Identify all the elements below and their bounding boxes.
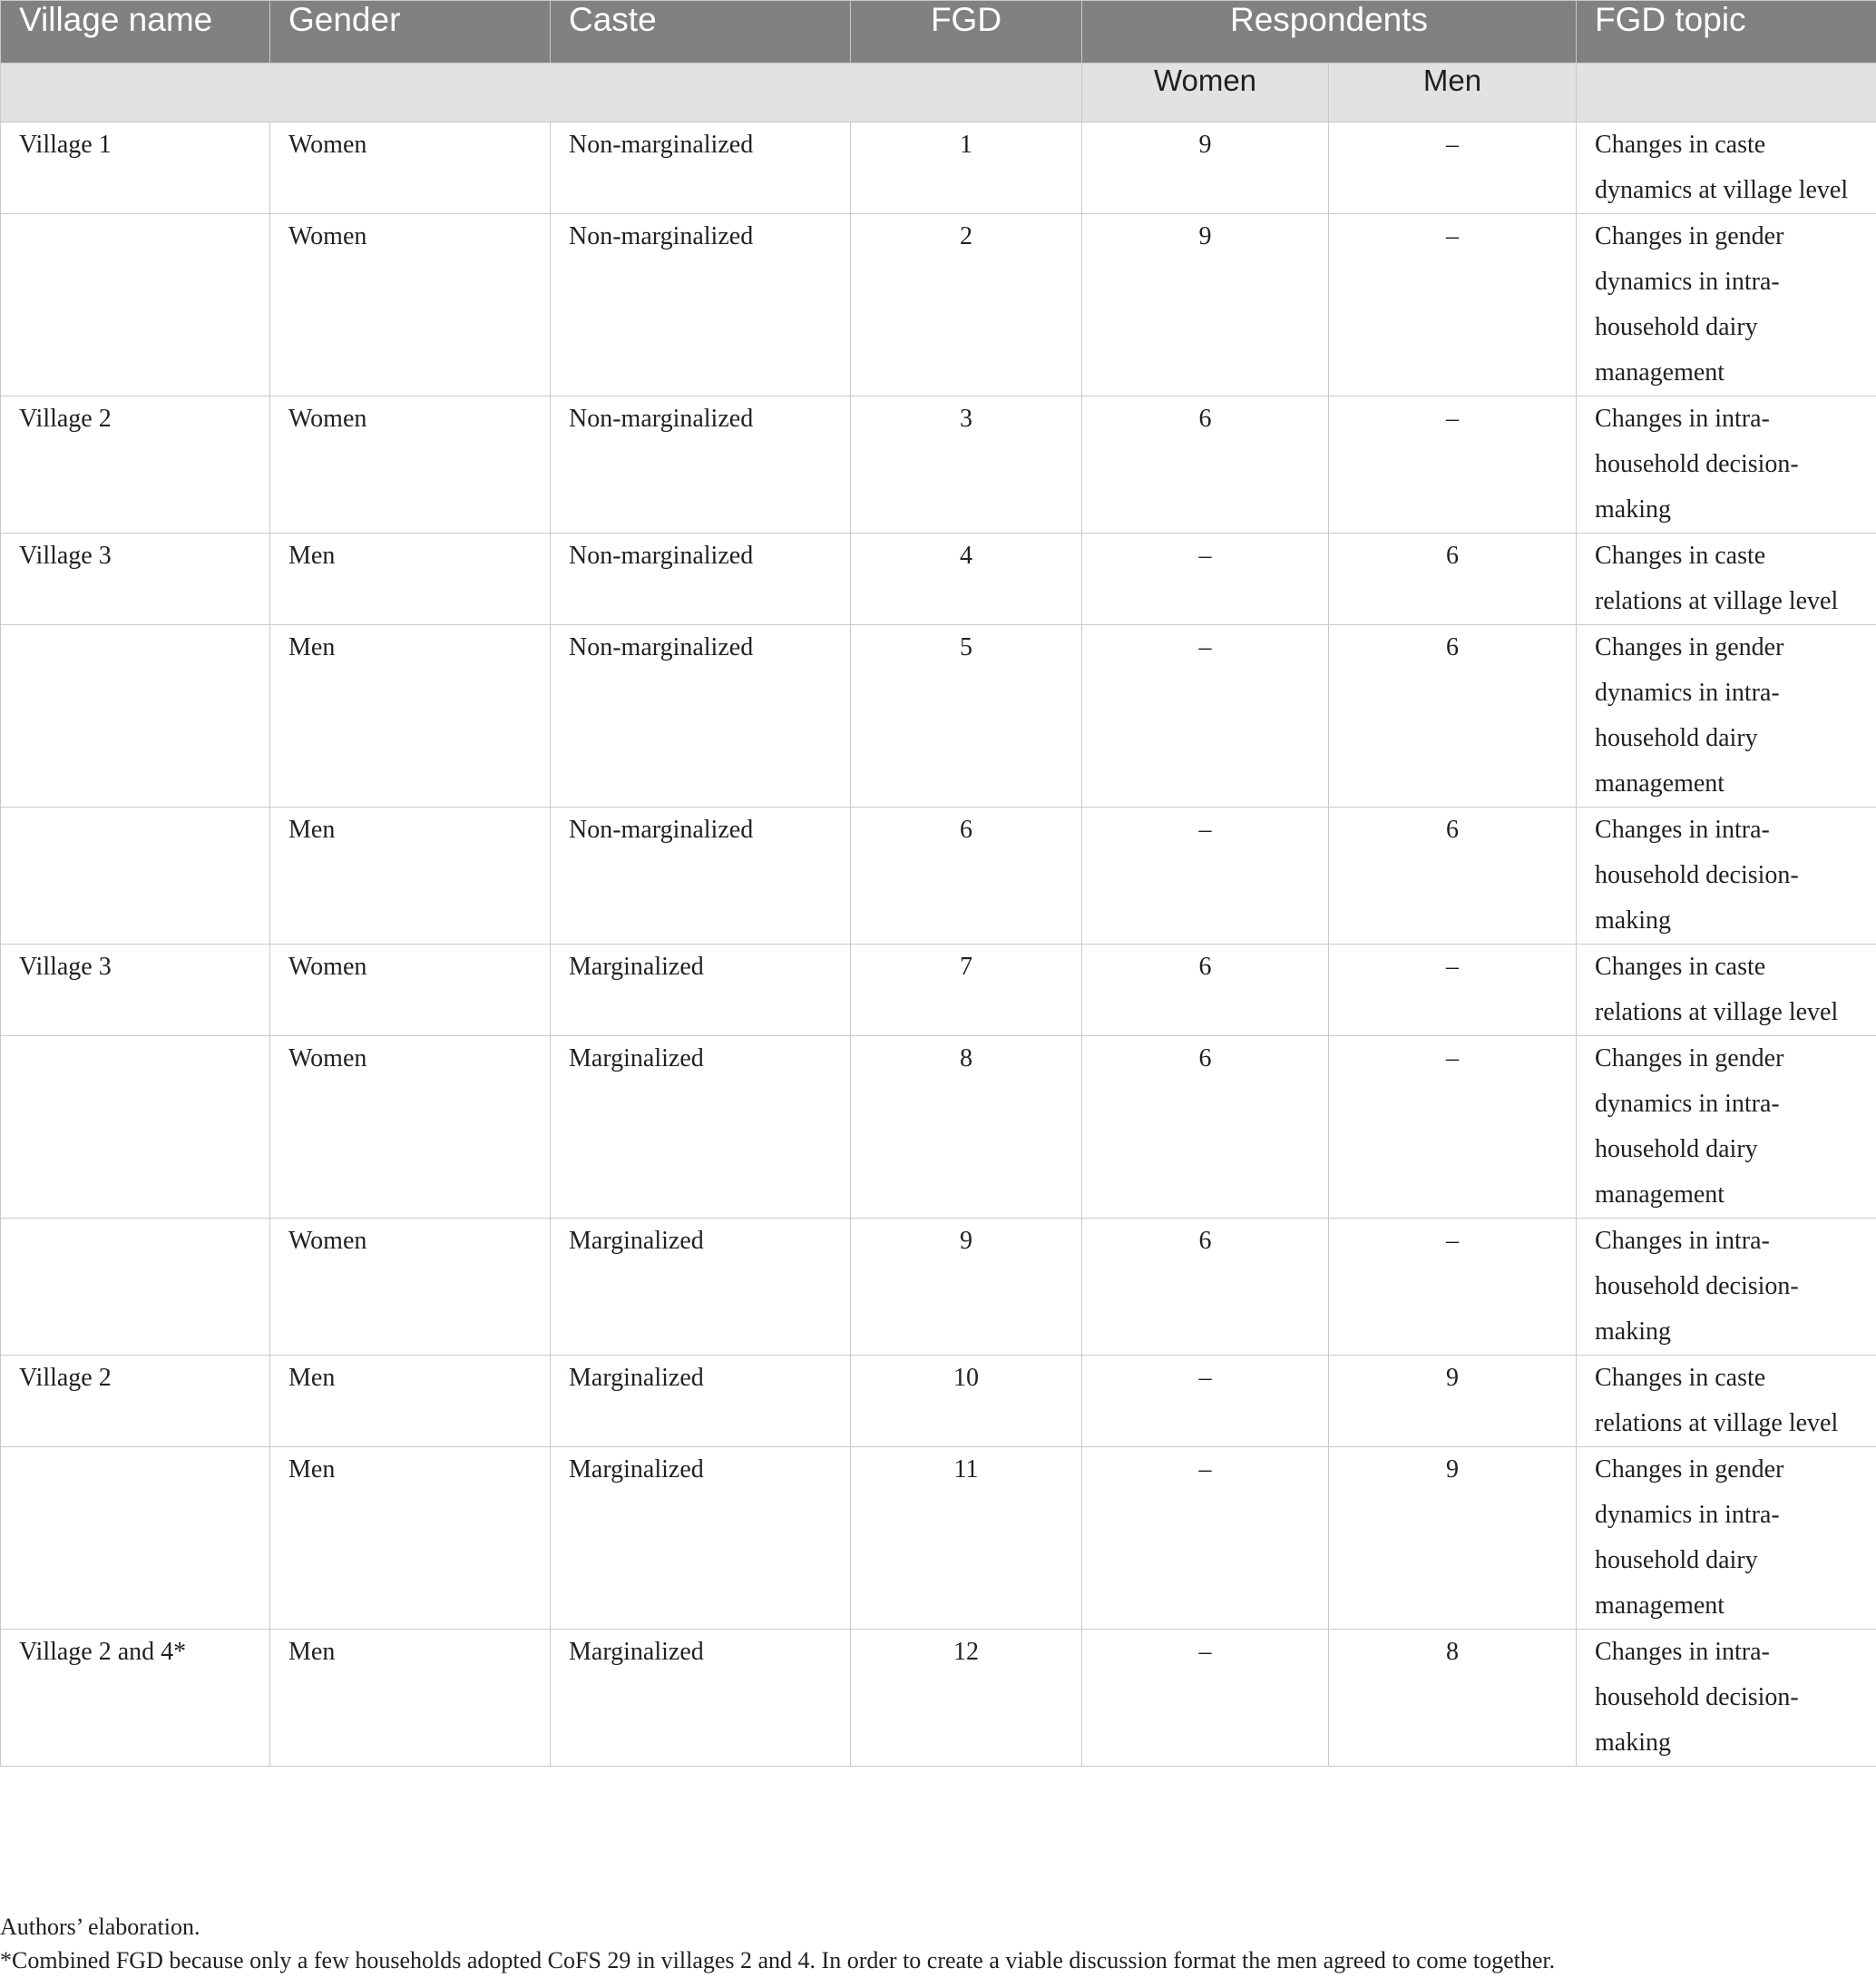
cell-respondents-women: – [1082,1356,1329,1447]
cell-respondents-men: – [1329,214,1577,397]
cell-village [1,1036,270,1219]
subheader-row [1,64,1876,122]
cell-village [1,1447,270,1630]
table-notes [0,1910,1555,1977]
cell-fgd-topic: Changes in caste dynamics at village level [1577,122,1876,214]
cell-gender: Women [270,1036,551,1219]
cell-gender: Men [270,1447,551,1630]
cell-village [1,214,270,397]
cell-respondents-women: 6 [1082,1219,1329,1356]
cell-gender: Women [270,122,551,214]
cell-respondents-women: 6 [1082,1036,1329,1219]
cell-respondents-men: 9 [1329,1447,1577,1630]
cell-fgd-topic: Changes in intra-household decision-making [1577,808,1876,945]
cell-gender: Men [270,1356,551,1447]
cell-respondents-women: – [1082,534,1329,625]
cell-caste: Marginalized [551,945,851,1036]
header-row [1,1,1876,64]
cell-fgd-topic: Changes in intra-household decision-making [1577,1630,1876,1767]
header-respondents: Respondents [1082,1,1577,64]
table-body [1,122,1876,1767]
cell-village: Village 2 [1,397,270,534]
cell-caste: Marginalized [551,1219,851,1356]
subheader-women: Women [1082,64,1329,122]
source-note: Authors’ elaboration. [0,1914,200,1940]
cell-respondents-men: 6 [1329,808,1577,945]
table-row [1,1219,1876,1356]
table-row [1,1630,1876,1767]
cell-gender: Women [270,214,551,397]
cell-fgd-topic: Changes in caste relations at village level [1577,1356,1876,1447]
subheader-empty [1,64,1082,122]
cell-caste: Non-marginalized [551,122,851,214]
table-row [1,397,1876,534]
table-row [1,625,1876,808]
cell-fgd: 10 [851,1356,1082,1447]
subheader-men: Men [1329,64,1577,122]
cell-fgd-topic: Changes in intra-household decision-making [1577,1219,1876,1356]
cell-gender: Women [270,945,551,1036]
cell-gender: Men [270,808,551,945]
cell-caste: Non-marginalized [551,808,851,945]
table-row [1,1447,1876,1630]
cell-caste: Non-marginalized [551,214,851,397]
table-row [1,945,1876,1036]
cell-respondents-women: 6 [1082,397,1329,534]
cell-respondents-men: – [1329,1219,1577,1356]
cell-fgd: 12 [851,1630,1082,1767]
header-fgd-topic: FGD topic [1577,1,1876,64]
cell-village [1,808,270,945]
cell-gender: Men [270,625,551,808]
cell-fgd: 6 [851,808,1082,945]
cell-fgd: 3 [851,397,1082,534]
cell-caste: Non-marginalized [551,534,851,625]
cell-fgd: 1 [851,122,1082,214]
cell-respondents-men: 8 [1329,1630,1577,1767]
header-village-name: Village name [1,1,270,64]
cell-respondents-women: 6 [1082,945,1329,1036]
cell-respondents-men: 6 [1329,534,1577,625]
cell-gender: Men [270,1630,551,1767]
cell-gender: Men [270,534,551,625]
header-caste: Caste [551,1,851,64]
table-row [1,122,1876,214]
cell-gender: Women [270,397,551,534]
cell-caste: Marginalized [551,1356,851,1447]
cell-caste: Marginalized [551,1447,851,1630]
cell-fgd: 11 [851,1447,1082,1630]
cell-fgd-topic: Changes in gender dynamics in intra-household dairy management [1577,214,1876,397]
table-row [1,808,1876,945]
cell-respondents-men: 6 [1329,625,1577,808]
cell-caste: Non-marginalized [551,625,851,808]
cell-respondents-men: – [1329,397,1577,534]
cell-respondents-women: – [1082,1630,1329,1767]
cell-village: Village 1 [1,122,270,214]
cell-fgd-topic: Changes in intra-household decision-making [1577,397,1876,534]
cell-fgd: 2 [851,214,1082,397]
subheader-topic-empty [1577,64,1876,122]
cell-village: Village 3 [1,945,270,1036]
cell-gender: Women [270,1219,551,1356]
cell-respondents-women: – [1082,625,1329,808]
cell-village: Village 2 and 4* [1,1630,270,1767]
table-row [1,214,1876,397]
table-row [1,1356,1876,1447]
cell-fgd-topic: Changes in gender dynamics in intra-household dairy management [1577,625,1876,808]
cell-fgd: 9 [851,1219,1082,1356]
cell-caste: Marginalized [551,1036,851,1219]
cell-respondents-men: – [1329,1036,1577,1219]
cell-village [1,625,270,808]
cell-caste: Marginalized [551,1630,851,1767]
footnote: *Combined FGD because only a few households adopted CoFS 29 in villages 2 and 4. In order to create a viable discussion format the men agreed to come together. [0,1947,1556,1973]
cell-village [1,1219,270,1356]
cell-fgd-topic: Changes in caste relations at village level [1577,534,1876,625]
header-gender: Gender [270,1,551,64]
cell-fgd: 8 [851,1036,1082,1219]
table-row [1,534,1876,625]
cell-respondents-women: 9 [1082,122,1329,214]
cell-respondents-men: – [1329,945,1577,1036]
cell-village: Village 2 [1,1356,270,1447]
cell-fgd-topic: Changes in caste relations at village level [1577,945,1876,1036]
cell-respondents-women: – [1082,808,1329,945]
cell-respondents-women: – [1082,1447,1329,1630]
cell-fgd-topic: Changes in gender dynamics in intra-household dairy management [1577,1447,1876,1630]
cell-fgd: 5 [851,625,1082,808]
cell-respondents-women: 9 [1082,214,1329,397]
header-fgd: FGD [851,1,1082,64]
cell-fgd: 7 [851,945,1082,1036]
cell-respondents-men: – [1329,122,1577,214]
cell-caste: Non-marginalized [551,397,851,534]
cell-village: Village 3 [1,534,270,625]
cell-respondents-men: 9 [1329,1356,1577,1447]
cell-fgd-topic: Changes in gender dynamics in intra-household dairy management [1577,1036,1876,1219]
table-row [1,1036,1876,1219]
cell-fgd: 4 [851,534,1082,625]
